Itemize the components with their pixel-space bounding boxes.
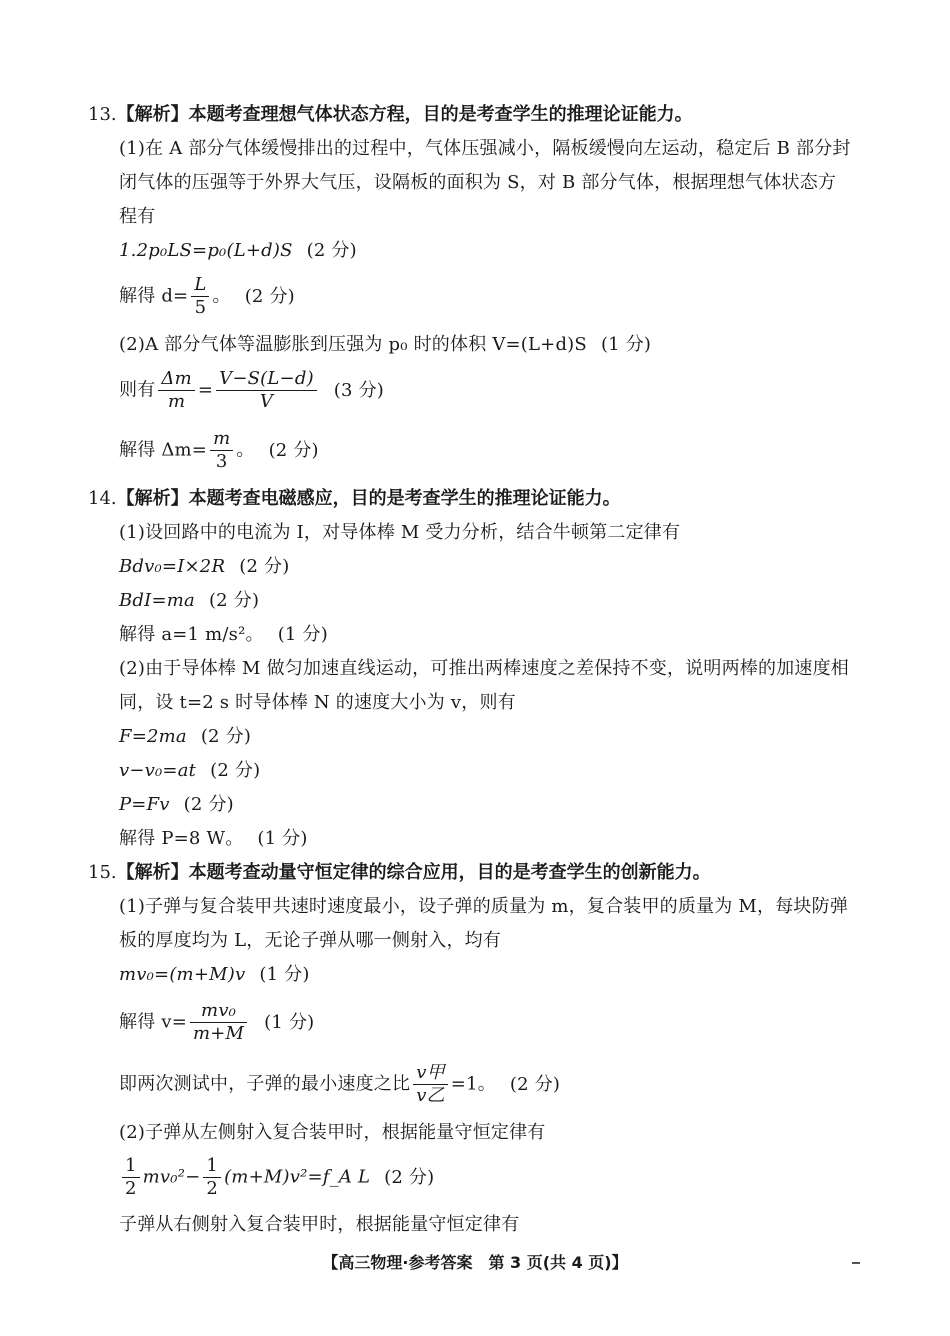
q15-ratio — [119, 1062, 560, 1107]
q14-sol2-text: 解得 P=8 W。 — [119, 828, 244, 849]
q15-ratio-pre: 即两次测试中，子弹的最小速度之比 — [119, 1073, 411, 1095]
q14-sol2-points: (1 分) — [257, 828, 308, 849]
q13-eq2-pre: 则有 — [119, 379, 156, 401]
q14-eq1-expr: Bdv₀=I×2R — [119, 556, 226, 577]
q13-eq2-right-fraction — [216, 368, 317, 413]
q15-sol1-points: (1 分) — [264, 1011, 315, 1033]
q13-heading — [88, 102, 693, 128]
q13-eq2-right-denominator: V — [216, 390, 317, 413]
q13-eq2-left-denominator: m — [158, 390, 194, 413]
q15-para1-a: (1)子弹与复合装甲共速时速度最小，设子弹的质量为 m，复合装甲的质量为 M，每块防弹 — [119, 896, 849, 917]
q13-sol2-numerator: m — [213, 428, 231, 449]
q13-para2-text: (2)A 部分气体等温膨胀到压强为 p₀ 时的体积 V=(L+d)S — [119, 334, 587, 355]
q13-para2 — [119, 332, 651, 358]
q13-eq2-points: (3 分) — [333, 379, 385, 401]
q15-para1-b: 板的厚度均为 L，无论子弹从哪一侧射入，均有 — [119, 930, 502, 951]
q15-sol1-numerator: mv₀ — [201, 1000, 237, 1021]
q15-sol1 — [119, 1000, 314, 1045]
q13-eq2-right-numerator: V−S(L−d) — [219, 368, 314, 389]
q15-eq2-half-1-numerator: 1 — [125, 1155, 137, 1176]
q14-eq2-points: (2 分) — [208, 590, 260, 611]
q15-title: 本题考查动量守恒定律的综合应用，目的是考查学生的创新能力。 — [188, 862, 711, 883]
q15-sol1-denominator: m+M — [190, 1022, 247, 1045]
q14-eq4 — [119, 758, 260, 784]
q14-eq5 — [119, 792, 234, 818]
q13-number: 13. — [88, 104, 117, 125]
q14-eq1 — [119, 554, 289, 580]
q15-para3: 子弹从右侧射入复合装甲时，根据能量守恒定律有 — [119, 1214, 520, 1235]
q14-eq2 — [119, 588, 259, 614]
q13-sol1-numerator: L — [194, 274, 207, 295]
q13-eq1-expr: 1.2p₀LS=p₀(L+d)S — [119, 240, 293, 261]
q14-eq3-points: (2 分) — [200, 726, 252, 747]
q13-sol1-denominator: 5 — [191, 296, 209, 319]
q15-ratio-points: (2 分) — [509, 1073, 561, 1095]
q14-eq5-points: (2 分) — [183, 794, 234, 815]
q13-sol2-pre: 解得 Δm= — [119, 439, 208, 461]
q13-title: 本题考查理想气体状态方程，目的是考查学生的推理论证能力。 — [188, 104, 693, 125]
q14-eq3-expr: F=2ma — [119, 726, 187, 747]
q15-ratio-end: =1。 — [450, 1073, 496, 1095]
q13-eq2-left-numerator: Δm — [161, 368, 192, 389]
q13-tag: 【解析】 — [116, 104, 189, 125]
q13-eq2 — [119, 368, 384, 413]
q13-sol1-points: (2 分) — [244, 285, 295, 307]
q14-sol1-text: 解得 a=1 m/s²。 — [119, 624, 264, 645]
q13-para2-points: (1 分) — [600, 334, 652, 355]
q15-eq2-half-2-numerator: 1 — [206, 1155, 219, 1176]
q15-eq2-half-1-denominator: 2 — [122, 1177, 140, 1200]
q13-sol1-pre: 解得 d= — [119, 285, 189, 307]
q15-eq2-half-2-denominator: 2 — [203, 1177, 221, 1200]
q13-eq1-points: (2 分) — [306, 240, 357, 261]
q14-tag: 【解析】 — [116, 488, 189, 509]
q14-sol1-points: (1 分) — [277, 624, 328, 645]
q15-sol1-pre: 解得 v= — [119, 1011, 187, 1033]
q14-eq1-points: (2 分) — [239, 556, 290, 577]
q14-eq2-expr: BdI=ma — [119, 590, 195, 611]
q13-para1-c: 程有 — [119, 206, 156, 227]
q13-eq2-equals: = — [197, 379, 214, 401]
q15-number: 15. — [88, 862, 117, 883]
q15-ratio-denominator: v乙 — [413, 1084, 448, 1107]
q13-eq2-left-fraction — [158, 368, 194, 413]
q14-para2-b: 同，设 t=2 s 时导体棒 N 的速度大小为 v，则有 — [119, 692, 516, 713]
q13-sol2-end: 。 — [236, 439, 255, 461]
q15-tag: 【解析】 — [116, 862, 189, 883]
q14-eq3 — [119, 724, 251, 750]
q13-para1-b: 闭气体的压强等于外界大气压，设隔板的面积为 S，对 B 部分气体，根据理想气体状态方 — [119, 172, 837, 193]
q15-eq2 — [119, 1155, 434, 1200]
q14-heading — [88, 486, 621, 512]
q14-sol2 — [119, 826, 308, 852]
q15-eq1-points: (1 分) — [259, 964, 310, 985]
q14-title: 本题考查电磁感应，目的是考查学生的推理论证能力。 — [188, 488, 621, 509]
q15-ratio-numerator: v甲 — [416, 1062, 445, 1083]
q15-eq2-half-2 — [203, 1155, 221, 1200]
q15-eq2-end: (m+M)v²=f_A L — [224, 1166, 371, 1188]
q14-para1: (1)设回路中的电流为 I，对导体棒 M 受力分析，结合牛顿第二定律有 — [119, 522, 681, 543]
q13-para1-a: (1)在 A 部分气体缓慢排出的过程中，气体压强减小，隔板缓慢向左运动，稳定后 B 部分封 — [119, 138, 851, 159]
q13-sol2-fraction — [210, 428, 233, 473]
q13-sol1-end: 。 — [212, 285, 231, 307]
q13-eq1 — [119, 238, 357, 264]
q14-eq4-points: (2 分) — [210, 760, 261, 781]
q15-heading — [88, 860, 711, 886]
q15-para2: (2)子弹从左侧射入复合装甲时，根据能量守恒定律有 — [119, 1122, 546, 1143]
q15-eq2-middle: mv₀²− — [142, 1166, 201, 1188]
q15-eq1 — [119, 962, 310, 988]
q15-sol1-fraction — [190, 1000, 247, 1045]
q14-para2-a: (2)由于导体棒 M 做匀加速直线运动，可推出两棒速度之差保持不变，说明两棒的加速度相 — [119, 658, 849, 679]
q13-sol2 — [119, 428, 319, 473]
q14-eq5-expr: P=Fv — [119, 794, 170, 815]
q15-eq2-half-1 — [122, 1155, 140, 1200]
q15-ratio-fraction — [413, 1062, 448, 1107]
q15-eq2-points: (2 分) — [384, 1166, 435, 1188]
corner-mark — [852, 1262, 860, 1264]
page-footer: 【高三物理·参考答案 第 3 页(共 4 页)】 — [322, 1253, 628, 1272]
q13-sol1 — [119, 274, 295, 319]
q14-sol1 — [119, 622, 328, 648]
q13-sol1-fraction — [191, 274, 209, 319]
q15-eq1-expr: mv₀=(m+M)v — [119, 964, 246, 985]
q13-sol2-points: (2 分) — [268, 439, 319, 461]
q13-sol2-denominator: 3 — [210, 450, 233, 473]
q14-eq4-expr: v−v₀=at — [119, 760, 197, 781]
q14-number: 14. — [88, 488, 117, 509]
